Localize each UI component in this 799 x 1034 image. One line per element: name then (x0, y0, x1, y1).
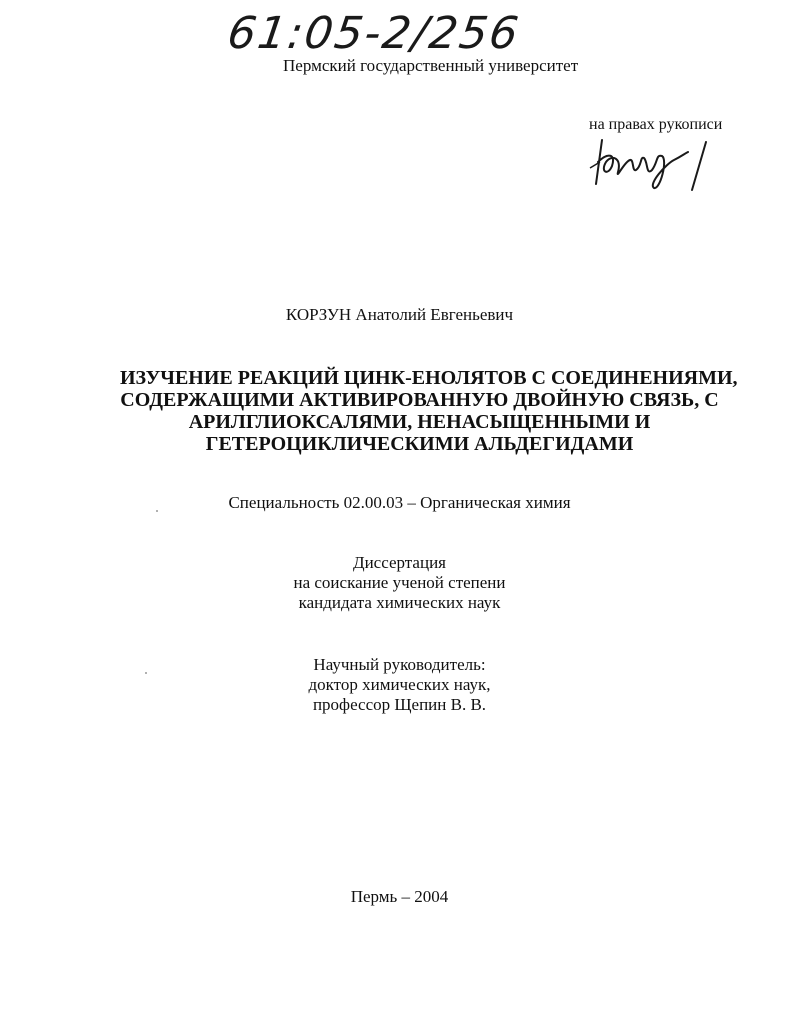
signature-icon (588, 132, 728, 192)
supervisor-line: Научный руководитель: (313, 655, 486, 674)
degree-line: на соискание ученой степени (293, 573, 506, 592)
archive-number: 61:05-2/256 (224, 8, 524, 59)
degree-line: Диссертация (352, 553, 446, 572)
specialty: Специальность 02.00.03 – Органическая химия (228, 493, 571, 512)
dissertation-degree (0, 553, 799, 613)
supervisor-line: доктор химических наук, (308, 675, 491, 694)
title-line: ИЗУЧЕНИЕ РЕАКЦИЙ ЦИНК-ЕНОЛЯТОВ С СОЕДИНЕНИЯМИ, (120, 367, 738, 389)
city-year: Пермь – 2004 (350, 887, 449, 906)
title-line: ГЕТЕРОЦИКЛИЧЕСКИМИ АЛЬДЕГИДАМИ (205, 433, 634, 455)
university-name: Пермский государственный университет (283, 56, 579, 75)
title-line: АРИЛГЛИОКСАЛЯМИ, НЕНАСЫЩЕННЫМИ И (188, 411, 651, 433)
scan-speck (145, 672, 147, 674)
author-name: КОРЗУН Анатолий Евгеньевич (285, 305, 514, 324)
scan-speck (156, 510, 158, 512)
manuscript-rights-note: на правах рукописи (589, 116, 723, 133)
dissertation-title (120, 367, 738, 455)
degree-line: кандидата химических наук (298, 593, 501, 612)
title-line: СОДЕРЖАЩИМИ АКТИВИРОВАННУЮ ДВОЙНУЮ СВЯЗЬ, С (120, 389, 719, 411)
supervisor-line: профессор Щепин В. В. (312, 695, 487, 714)
supervisor-block (0, 655, 799, 715)
